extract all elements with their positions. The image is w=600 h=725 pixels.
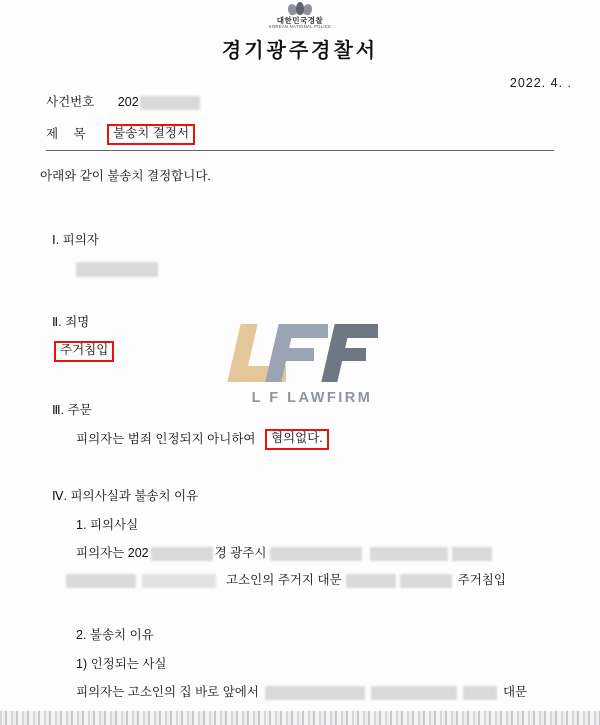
section-4-sub1-heading: 1. 피의사실 — [76, 518, 139, 532]
section-2-heading: Ⅱ. 죄명 — [52, 315, 90, 329]
redaction-address-3 — [452, 547, 492, 561]
decision-highlight: 혐의없다. — [265, 429, 329, 450]
redaction-suspect-name — [76, 262, 158, 277]
section-4-heading: Ⅳ. 피의사실과 불송치 이유 — [52, 489, 199, 503]
redaction-address-2 — [370, 547, 448, 561]
subject-label: 제 목 — [46, 127, 92, 141]
subject-value-highlight: 불송치 결정서 — [107, 124, 195, 145]
section-2-body — [54, 341, 114, 362]
redaction-case-number — [140, 96, 200, 110]
police-emblem-icon — [287, 2, 313, 16]
redaction-detail-2 — [400, 574, 452, 588]
section-1-heading: Ⅰ. 피의자 — [52, 233, 99, 247]
case-number-row — [46, 92, 200, 110]
redaction-fact-1 — [265, 686, 365, 700]
section-4-sub1-line1 — [76, 543, 492, 561]
scan-bottom-edge — [0, 711, 600, 725]
section-4-sub2-line1 — [76, 682, 527, 700]
section-4-sub2-heading: 2. 불송치 이유 — [76, 628, 154, 642]
redaction-date-1 — [151, 547, 213, 561]
case-number-label: 사건번호 — [46, 95, 95, 109]
header-divider — [46, 150, 554, 151]
page-title: 경기광주경찰서 — [221, 40, 379, 62]
lead-sentence: 아래와 같이 불송치 결정합니다. — [40, 169, 211, 183]
watermark-logo — [232, 318, 392, 413]
section-1-body — [76, 262, 158, 277]
section-4-sub1-line2 — [66, 570, 506, 588]
sub1-line1-pre: 피의자는 202 — [76, 546, 149, 560]
document-date: 2022. 4. . — [509, 76, 572, 90]
redaction-fact-3 — [463, 686, 497, 700]
redaction-address-1 — [270, 547, 362, 561]
section-3-body — [76, 429, 329, 450]
police-emblem — [0, 2, 600, 29]
sub2-line1-pre: 피의자는 고소인의 집 바로 앞에서 — [76, 685, 259, 699]
redaction-address-4 — [66, 574, 136, 588]
section-4-sub2-item1: 1) 인정되는 사실 — [76, 657, 167, 671]
watermark-text: L F LAWFIRM — [251, 390, 373, 406]
sub1-line2-end: 주거침입 — [457, 573, 506, 587]
sub1-line2-mid: 고소인의 주거지 대문 — [226, 573, 342, 587]
section-3-text: 피의자는 범죄 인정되지 아니하여 — [76, 432, 256, 446]
redaction-address-5 — [142, 574, 216, 588]
charge-name-highlight: 주거침입 — [54, 341, 114, 362]
subject-row — [46, 124, 195, 145]
redaction-fact-2 — [371, 686, 457, 700]
sub1-line1-mid: 경 광주시 — [214, 546, 267, 560]
emblem-label-en: KOREAN NATIONAL POLICE — [268, 23, 332, 29]
sub2-line1-end: 대문 — [502, 685, 528, 699]
emblem-label-ko: 대한민국경찰 — [276, 16, 324, 25]
redaction-detail-1 — [346, 574, 396, 588]
section-3-heading: Ⅲ. 주문 — [52, 403, 92, 417]
case-number-value: 202 — [117, 95, 139, 109]
